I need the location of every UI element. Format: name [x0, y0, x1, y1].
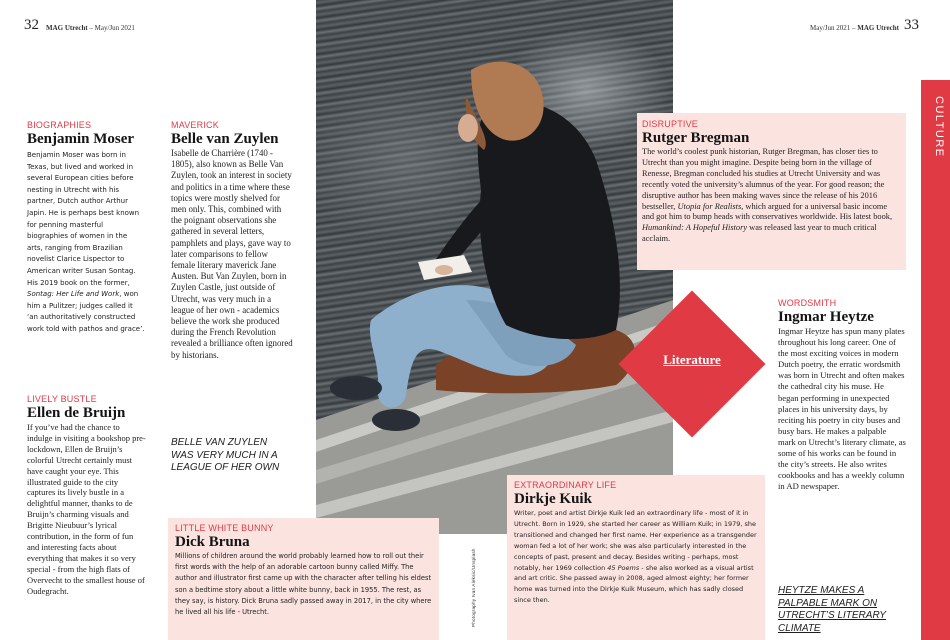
left-page-number: 32: [24, 17, 39, 33]
woman-reading-on-steps-icon: [316, 0, 673, 534]
right-running-head-brand: MAG Utrecht: [857, 24, 899, 32]
article-name: Rutger Bregman: [642, 130, 750, 146]
article-body: Writer, poet and artist Dirkje Kuik led an extraordinary life - most of it in Utrecht. Born in 1929, she started her career as William Kuik; in 1979, she transitioned and changed her first name. Her experience as a transgender woman fed a lot of her work; she was also particularly interested in the concepts of past, present and decay. Besides writing - perhaps, most notably, her 1969 collection 45 Poems - she also worked as a visual artist and art critic. She passed away in 2008, aged almost eighty; her former home was turned into the Dirkje Kuik Museum, which has sadly closed since then.: [514, 509, 757, 605]
right-page-number: 33: [904, 17, 919, 33]
left-running-head: [46, 24, 135, 32]
article-ingmar-heytze: [778, 298, 906, 492]
article-category: LIVELY BUSTLE: [27, 394, 97, 404]
article-rutger-bregman: [637, 113, 906, 270]
article-name: Ingmar Heytze: [778, 309, 874, 325]
article-dirkje-kuik: [507, 475, 765, 640]
pull-quote-van-zuylen: BELLE VAN ZUYLEN WAS VERY MUCH IN A LEAGUE OF HER OWN: [171, 437, 280, 473]
literature-tag[interactable]: Literature: [663, 352, 721, 367]
article-name: Ellen de Bruijn: [27, 405, 126, 421]
article-category: DISRUPTIVE: [642, 119, 699, 129]
photo-credit: Photography Ivan Aleksic/Unsplash: [471, 548, 476, 627]
left-running-head-brand: MAG Utrecht: [46, 24, 88, 32]
article-category: WORDSMITH: [778, 298, 837, 308]
woman-reading-photo: [316, 0, 673, 534]
article-category: EXTRAORDINARY LIFE: [514, 480, 617, 490]
pull-quote-heytze: HEYTZE MAKES A PALPABLE MARK ON UTRECHT’S LITERARY CLIMATE: [778, 585, 886, 634]
article-body: Isabelle de Charrière (1740 - 1805), also known as Belle Van Zuylen, took an interest in society and politics in a time where these topics were mostly shelved for men only. This, combined with the poignant observations she gathered in several letters, pamphlets and plays, gave way to later comparisons to fellow female literary maverick Jane Austen. But Van Zuylen, born in Zuylen Castle, just outside of Utrecht, was very much in a league of her own - academics believe the work she produced during the French Revolution revealed a brilliance often ignored by historians.: [171, 148, 293, 360]
article-body: Ingmar Heytze has spun many plates throughout his long career. One of the most exciting voices in modern Dutch poetry, the erratic wordsmith was born in Utrecht and often makes the cathedral city his muse. He began performing in unexpected places in his university days, by reciting his poetry in city buses and busy bars. He makes a palpable mark on Utrecht’s literary climate, as some of his works can be found in the city’s streets. He also writes cookbooks and has a weekly column in AD newspaper.: [778, 326, 906, 492]
article-category: MAVERICK: [171, 120, 219, 130]
article-body: Benjamin Moser was born in Texas, but lived and worked in several European cities before nesting in Utrecht with his partner, Dutch author Arthur Japin. He is perhaps best known for penning masterful biographies of women in the arts, ranging from Brazilian novelist Clarice Lispector to American writer Susan Sontag. His 2019 book on the former, Sontag: Her Life and Work, won him a Pulitzer; judges called it ‘an authoritatively constructed work told with pathos and grace’.: [27, 151, 145, 333]
article-name: Dirkje Kuik: [514, 491, 592, 507]
right-running-head-issue: May/Jun 2021 –: [810, 24, 858, 32]
article-body: Millions of children around the world probably learned how to roll out their first words with the help of an adorable cartoon bunny called Miffy. The author and illustrator first came up with the character after telling his eldest son a bedtime story about a little white bunny, back in 1955. The rest, as they say, is history. Dick Bruna sadly passed away in 2017, in the city where he lived all his life - Utrecht.: [175, 552, 432, 617]
article-category: LITTLE WHITE BUNNY: [175, 523, 274, 533]
article-category: BIOGRAPHIES: [27, 120, 92, 130]
left-running-head-issue: – May/Jun 2021: [87, 24, 135, 32]
article-dick-bruna: [168, 518, 439, 640]
right-running-head: [810, 24, 899, 32]
article-body: If you’ve had the chance to indulge in visiting a bookshop pre-lockdown, Ellen de Bruijn’s colorful Utrecht certainly must have caught your eye. This illustrated guide to the city captures its lively bustle in a delightful manner, thanks to de Bruijn’s charming visuals and Brigitte Nieubuur’s lyrical contribution, in the form of fun and interesting facts about everything that makes it so very special - from the high flats of Overvecht to the smallest house of Oudegracht.: [27, 422, 146, 596]
article-name: Benjamin Moser: [27, 131, 135, 147]
article-name: Belle van Zuylen: [171, 131, 279, 147]
culture-section-label: CULTURE: [933, 96, 945, 158]
article-belle-van-zuylen: [171, 120, 294, 361]
article-name: Dick Bruna: [175, 534, 250, 550]
article-ellen-de-bruijn: [27, 394, 147, 597]
article-benjamin-moser: [27, 120, 145, 336]
article-body: The world’s coolest punk historian, Rutger Bregman, has closer ties to Utrecht than you might imagine. Despite being born in the village of Renesse, Bregman concluded his studies at Utrecht University and was recently voted the university’s alumnus of the year. For good reason; the disruptive author has been making waves since the release of his 2016 bestseller, Utopia for Realists, which argued for a universal basic income and got him to bump heads with conservatives worldwide. His latest book, Humankind: A Hopeful History was released last year to much critical acclaim.: [642, 147, 893, 244]
